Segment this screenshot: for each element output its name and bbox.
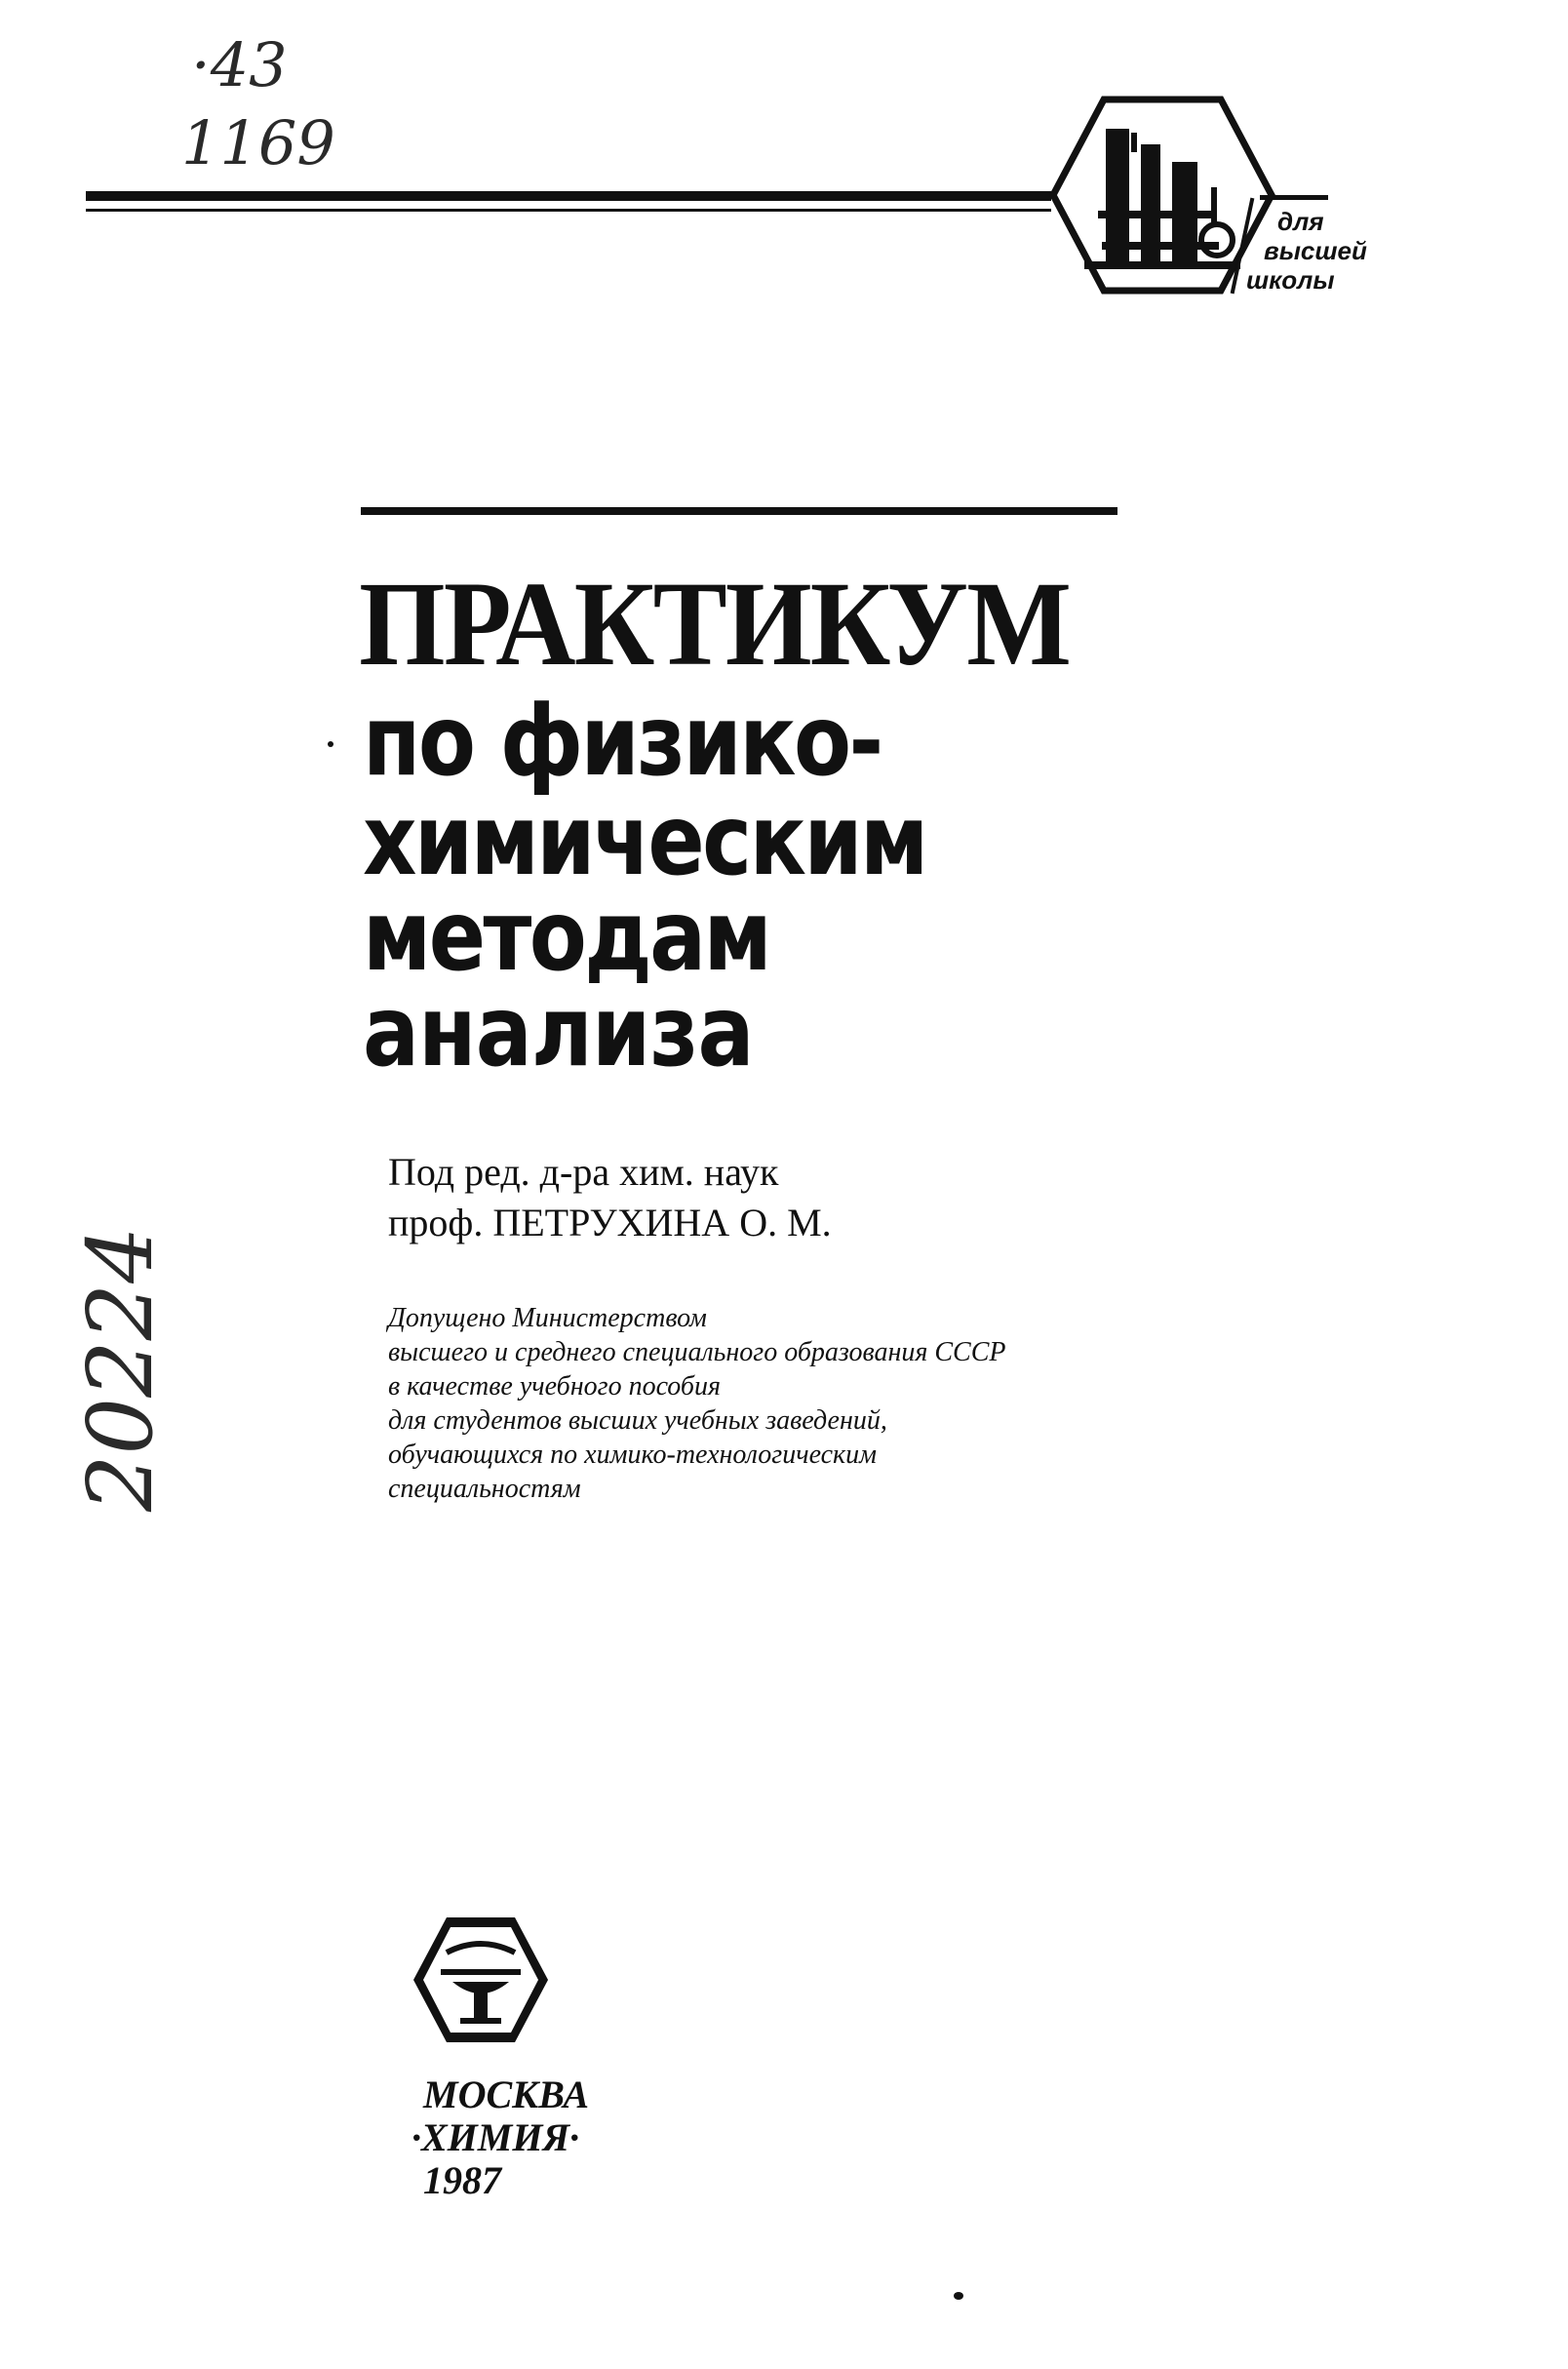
publisher-year: 1987: [423, 2158, 501, 2202]
book-title: ПРАКТИКУМ: [359, 557, 1071, 691]
publisher-logo-icon: [408, 1912, 554, 2048]
top-rule-thin: [86, 209, 1051, 212]
series-label-line3: школы: [1246, 265, 1335, 295]
book-title-line2: по физико-: [363, 684, 882, 798]
approval-line5: обучающихся по химико-технологическим: [388, 1440, 878, 1470]
publisher-city: МОСКВА: [423, 2073, 590, 2116]
book-title-line3: химическим: [363, 783, 926, 897]
approval-line2: высшего и среднего специального образования СССР: [388, 1337, 1006, 1367]
publisher-name: ·ХИМИЯ·: [412, 2115, 580, 2159]
approval-line4: для студентов высших учебных заведений,: [388, 1405, 887, 1436]
handwritten-shelf-mark-bottom: 1169: [181, 107, 335, 178]
series-logo-icon: [1045, 94, 1279, 298]
editor-line1: Под ред. д-ра хим. наук: [388, 1150, 779, 1194]
handwritten-inventory-number: 20224: [68, 1226, 173, 1512]
scan-speck: [328, 741, 333, 747]
approval-line6: специальностям: [388, 1474, 581, 1504]
top-rule-thick: [86, 191, 1051, 201]
approval-line3: в качестве учебного пособия: [388, 1371, 722, 1402]
approval-line1: Допущено Министерством: [388, 1303, 707, 1333]
handwritten-shelf-mark-top: ·43: [191, 29, 288, 100]
title-rule: [361, 507, 1117, 515]
series-label-line2: высшей: [1264, 236, 1367, 265]
book-title-line5: анализа: [363, 974, 754, 1088]
scan-speck: [954, 2292, 963, 2300]
series-label-line1: для: [1277, 207, 1324, 236]
editor-line2: проф. ПЕТРУХИНА О. М.: [388, 1201, 832, 1244]
book-title-line4: методам: [363, 879, 770, 993]
